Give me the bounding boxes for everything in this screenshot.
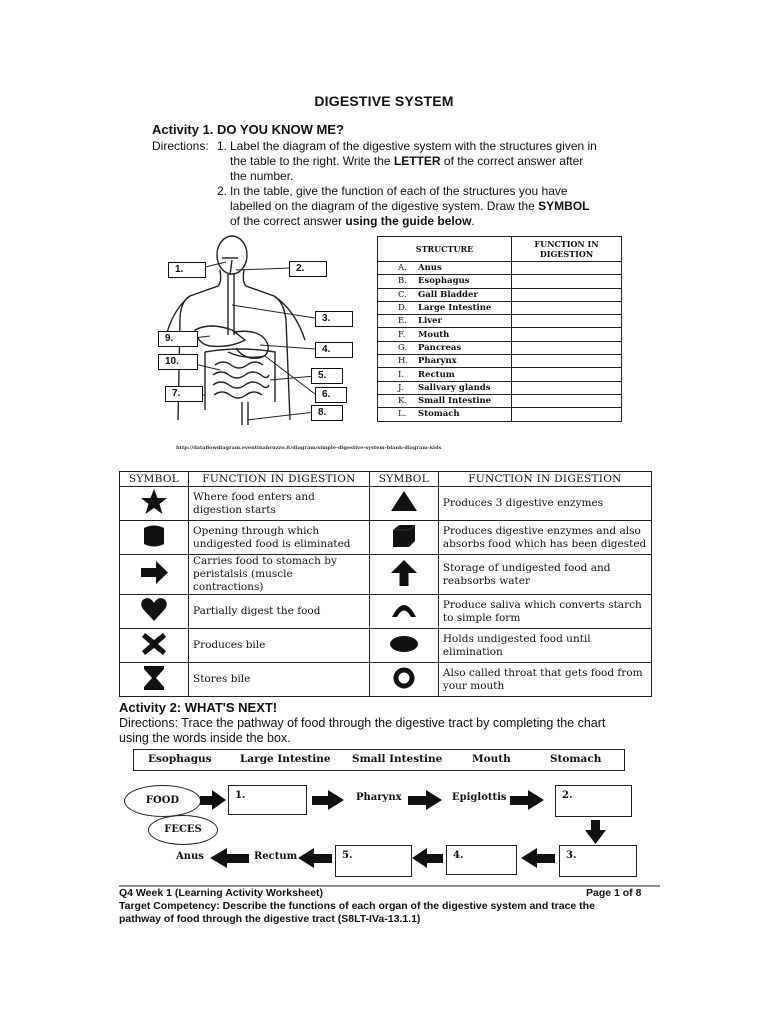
flow-pharynx: Pharynx: [356, 792, 402, 803]
structure-letter: C.: [378, 288, 416, 301]
function-answer-cell[interactable]: [512, 408, 622, 421]
symbol-row: [120, 487, 652, 521]
activity1-heading: Activity 1. DO YOU KNOW ME?: [152, 122, 344, 137]
arch-icon: [389, 595, 419, 625]
structure-letter: L.: [378, 408, 416, 421]
heart-icon: [139, 595, 169, 625]
direction-2-line-c: of the correct answer using the guide below.: [230, 214, 475, 228]
ring-icon: [389, 663, 419, 693]
function-header: FUNCTION IN DIGESTION: [512, 237, 622, 262]
structure-name: Gall Bladder: [415, 288, 512, 301]
function-answer-cell[interactable]: [512, 381, 622, 394]
function-answer-cell[interactable]: [512, 301, 622, 314]
diagram-label-8[interactable]: 8.: [311, 405, 343, 421]
food-oval: FOOD: [124, 785, 201, 817]
structure-name: Mouth: [415, 328, 512, 341]
structure-letter: F.: [378, 328, 416, 341]
symbol-cell: [120, 595, 189, 629]
structure-table: [377, 236, 622, 422]
direction-1-number: 1.: [217, 139, 228, 153]
footer-page-number: Page 1 of 8: [586, 887, 642, 899]
arrow-right-icon: [139, 558, 169, 588]
word-large-intestine: Large Intestine: [240, 753, 331, 765]
direction-2-text: [230, 184, 610, 229]
ellipse-icon: [389, 629, 419, 659]
symbol-header-1: SYMBOL: [120, 472, 189, 487]
function-description: Also called throat that gets food from your mouth: [438, 663, 651, 697]
function-description: Produces 3 digestive enzymes: [438, 487, 651, 521]
hourglass-icon: [139, 663, 169, 693]
diagram-label-10[interactable]: 10.: [158, 354, 198, 370]
function-answer-cell[interactable]: [512, 288, 622, 301]
arrow-epiglottis-to-2: [510, 790, 544, 810]
structure-row: [378, 355, 622, 368]
symbol-cell: [369, 521, 438, 555]
structure-letter: H.: [378, 355, 416, 368]
cube-icon: [389, 521, 419, 551]
function-description: Produce saliva which converts starch to simple form: [438, 595, 651, 629]
function-description: Where food enters and digestion starts: [189, 487, 370, 521]
function-answer-cell[interactable]: [512, 341, 622, 354]
arrow-4-to-5: [412, 848, 443, 868]
structure-name: Stomach: [415, 408, 512, 421]
symbol-cell: [369, 629, 438, 663]
function-description: Produces digestive enzymes and also absorbs food which has been digested: [438, 521, 651, 555]
direction-2-line-b: labelled on the diagram of the digestive system. Draw the SYMBOL: [230, 199, 590, 213]
structure-letter: B.: [378, 275, 416, 288]
arrow-food-to-1: [200, 790, 226, 810]
structure-table-header: [378, 237, 622, 262]
symbol-row: [120, 629, 652, 663]
symbol-cell: [369, 555, 438, 595]
symbol-cell: [120, 663, 189, 697]
structure-row: [378, 301, 622, 314]
structure-row: [378, 328, 622, 341]
function-description: Produces bile: [189, 629, 370, 663]
arrow-pharynx-to-epiglottis: [408, 790, 442, 810]
triangle-icon: [389, 487, 419, 517]
diagram-label-4[interactable]: 4.: [315, 342, 353, 358]
structure-row: [378, 408, 622, 421]
structure-letter: G.: [378, 341, 416, 354]
activity2-directions-b: using the words inside the box.: [119, 731, 291, 745]
function-description: Storage of undigested food and reabsorbs water: [438, 555, 651, 595]
symbol-row: [120, 595, 652, 629]
function-description: Opening through which undigested food is eliminated: [189, 521, 370, 555]
activity2-heading: Activity 2: WHAT'S NEXT!: [119, 700, 278, 715]
direction-1-line-b: the table to the right. Write the LETTER of the correct answer after: [230, 154, 584, 168]
arrow-5-to-rectum: [298, 848, 332, 868]
symbol-cell: [120, 629, 189, 663]
symbol-row: [120, 521, 652, 555]
diagram-label-9[interactable]: 9.: [158, 331, 198, 347]
star-icon: [139, 487, 169, 517]
function-header-2: FUNCTION IN DIGESTION: [438, 472, 651, 487]
source-url: http://dataflowdiagram.eventinabruzzo.it/diagram/simple-digestive-system-blank-diagram-kids: [176, 445, 442, 451]
word-small-intestine: Small Intestine: [352, 753, 443, 765]
arrow-2-to-3: [585, 820, 606, 844]
structure-name: Pancreas: [415, 341, 512, 354]
function-description: Carries food to stomach by peristalsis (muscle contractions): [189, 555, 370, 595]
word-stomach: Stomach: [550, 753, 602, 765]
page-title: DIGESTIVE SYSTEM: [314, 93, 454, 109]
diagram-label-7[interactable]: 7.: [165, 386, 203, 402]
direction-2-line-a: In the table, give the function of each of the structures you have: [230, 184, 568, 198]
function-answer-cell[interactable]: [512, 368, 622, 381]
symbol-cell: [120, 555, 189, 595]
structure-name: Esophagus: [415, 275, 512, 288]
direction-1-text: [230, 139, 610, 184]
direction-2-number: 2.: [217, 184, 228, 198]
arrow-up-icon: [389, 558, 419, 588]
structure-name: Large Intestine: [415, 301, 512, 314]
structure-row: [378, 275, 622, 288]
symbol-guide-table: [119, 471, 652, 697]
symbol-row: [120, 555, 652, 595]
footer-competency: Target Competency: Describe the functions of each organ of the digestive system and trace the: [119, 900, 595, 912]
function-description: Partially digest the food: [189, 595, 370, 629]
structure-row: [378, 368, 622, 381]
flow-box-5[interactable]: 5.: [335, 845, 412, 877]
arrow-1-to-pharynx: [312, 790, 344, 810]
structure-row: [378, 262, 622, 275]
symbol-cell: [369, 663, 438, 697]
x-icon: [139, 629, 169, 659]
structure-letter: I.: [378, 368, 416, 381]
activity2-directions-a: Directions: Trace the pathway of food through the digestive tract by completing the chart: [119, 716, 606, 730]
structure-row: [378, 381, 622, 394]
word-mouth: Mouth: [472, 753, 511, 765]
symbol-row: [120, 663, 652, 697]
structure-name: Small Intestine: [415, 394, 512, 407]
flow-box-4[interactable]: 4.: [446, 845, 517, 875]
word-box: [133, 749, 625, 771]
function-answer-cell[interactable]: [512, 275, 622, 288]
diagram-label-5[interactable]: 5.: [311, 368, 343, 384]
flow-anus: Anus: [176, 851, 204, 862]
feces-oval: FECES: [148, 815, 218, 845]
function-answer-cell[interactable]: [512, 315, 622, 328]
diagram-label-1[interactable]: 1.: [168, 262, 206, 278]
structure-letter: D.: [378, 301, 416, 314]
cylinder-icon: [139, 521, 169, 551]
function-description: Stores bile: [189, 663, 370, 697]
arrow-3-to-4: [521, 848, 555, 868]
word-esophagus: Esophagus: [148, 753, 212, 765]
footer-worksheet-title: Q4 Week 1 (Learning Activity Worksheet): [119, 887, 324, 899]
structure-name: Pharynx: [415, 355, 512, 368]
function-header-1: FUNCTION IN DIGESTION: [189, 472, 370, 487]
directions-label: Directions:: [152, 139, 209, 153]
flow-box-3[interactable]: 3.: [559, 845, 637, 877]
structure-row: [378, 341, 622, 354]
direction-1-line-a: Label the diagram of the digestive system with the structures given in: [230, 139, 597, 153]
function-answer-cell[interactable]: [512, 328, 622, 341]
symbol-cell: [120, 487, 189, 521]
structure-letter: A.: [378, 262, 416, 275]
footer-competency-code: pathway of food through the digestive tract (S8LT-IVa-13.1.1): [119, 913, 421, 925]
flow-rectum: Rectum: [254, 851, 298, 862]
structure-row: [378, 315, 622, 328]
arrow-rectum-to-anus: [210, 848, 249, 868]
structure-header: STRUCTURE: [378, 237, 512, 262]
symbol-cell: [120, 521, 189, 555]
symbol-cell: [369, 487, 438, 521]
function-answer-cell[interactable]: [512, 355, 622, 368]
structure-row: [378, 394, 622, 407]
symbol-cell: [369, 595, 438, 629]
structure-letter: J.: [378, 381, 416, 394]
flow-epiglottis: Epiglottis: [452, 792, 507, 803]
structure-name: Salivary glands: [415, 381, 512, 394]
diagram-label-6[interactable]: 6.: [315, 387, 347, 403]
structure-letter: E.: [378, 315, 416, 328]
flow-box-2[interactable]: 2.: [555, 785, 632, 817]
structure-name: Rectum: [415, 368, 512, 381]
symbol-header-2: SYMBOL: [369, 472, 438, 487]
structure-letter: K.: [378, 394, 416, 407]
structure-name: Anus: [415, 262, 512, 275]
diagram-label-2[interactable]: 2.: [289, 261, 327, 277]
function-description: Holds undigested food until elimination: [438, 629, 651, 663]
structure-name: Liver: [415, 315, 512, 328]
symbol-table-header: [120, 472, 652, 487]
diagram-label-3[interactable]: 3.: [315, 311, 353, 327]
structure-row: [378, 288, 622, 301]
direction-1-line-c: the number.: [230, 169, 294, 183]
function-answer-cell[interactable]: [512, 262, 622, 275]
flow-box-1[interactable]: 1.: [228, 785, 307, 815]
function-answer-cell[interactable]: [512, 394, 622, 407]
